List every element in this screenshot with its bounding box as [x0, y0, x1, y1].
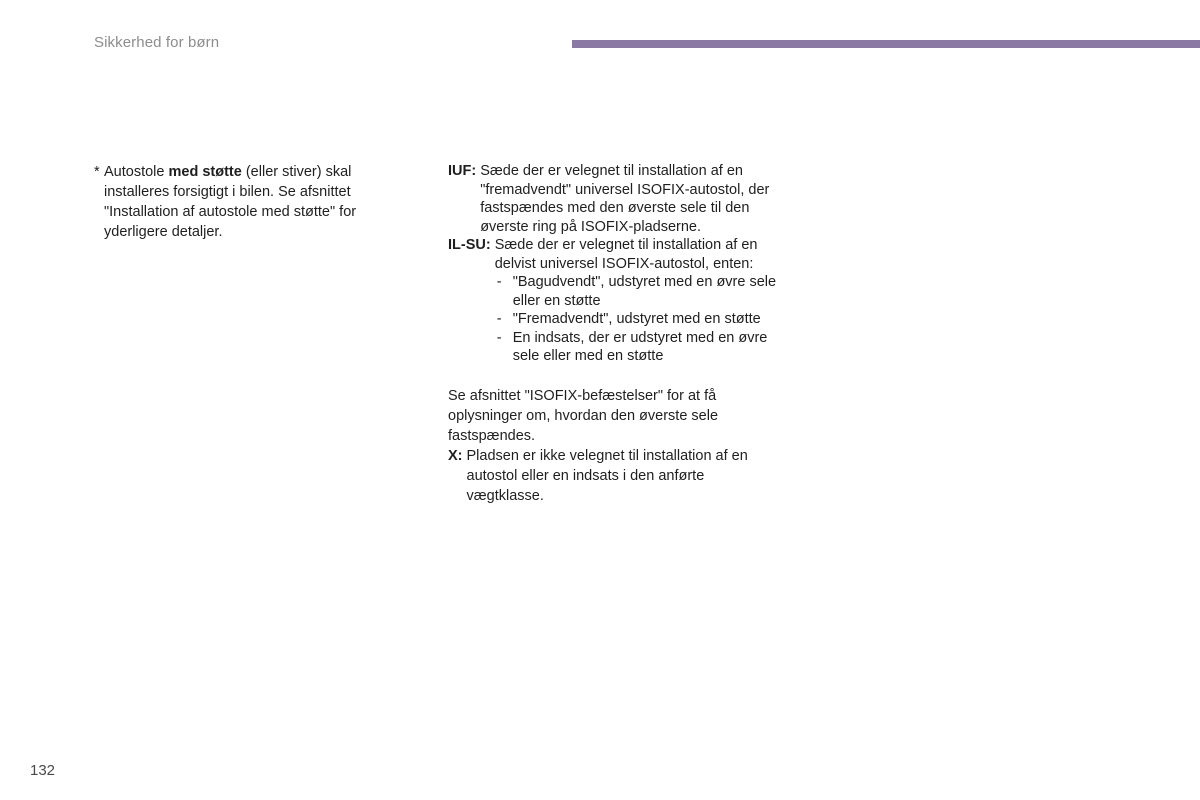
section-title: Sikkerhed for børn: [94, 34, 220, 51]
list-dash: -: [496, 274, 502, 290]
see-also-paragraph: Se afsnittet "ISOFIX-befæstelser" for at få oplysninger om, hvordan den øverste sele fastspændes.: [448, 387, 719, 444]
section-color-bar: [572, 40, 1200, 48]
il-su-options-list: [495, 273, 778, 366]
list-item-text: En indsats, der er udstyret med en øvre sele eller med en støtte: [512, 329, 768, 364]
definition-text-iuf: Sæde der er velegnet til installation af en "fremadvendt" universel ISOFIX-autostol, der fastspændes med den øverste sele til den øverste ring på ISOFIX-pladserne.: [480, 163, 770, 235]
support-note-start: Autostole: [104, 164, 169, 180]
support-note-end: (eller stiver) skal installeres forsigtigt i bilen. Se afsnittet "Installation af autostole med støtte" for yderligere detaljer.: [104, 164, 357, 240]
page-number: 132: [30, 762, 56, 779]
footnote-marker: *: [94, 164, 100, 180]
definition-text-x: Pladsen er ikke velegnet til installation af en autostol eller en indsats i den anførte vægtklasse.: [466, 447, 748, 504]
definition-body-il-su: [495, 236, 778, 366]
list-dash: -: [496, 329, 502, 346]
list-item: [495, 310, 778, 329]
support-note: [94, 162, 394, 242]
definition-iuf: [448, 162, 778, 236]
list-item-text: "Fremadvendt", udstyret med en støtte: [512, 311, 761, 327]
definition-term-il-su: IL-SU:: [448, 237, 491, 253]
list-item: [495, 273, 778, 310]
definition-il-su: [448, 236, 778, 366]
definition-text-il-su: Sæde der er velegnet til installation af en delvist universel ISOFIX-autostol, enten:: [494, 237, 758, 272]
list-dash: -: [496, 311, 502, 327]
left-column: [94, 162, 394, 242]
support-note-bold: med støtte: [168, 164, 242, 180]
list-item: [495, 329, 778, 366]
right-column: [448, 162, 778, 506]
definition-term-x: X:: [448, 447, 463, 464]
definition-x: [448, 446, 778, 506]
list-item-text: "Bagudvendt", udstyret med en øvre sele eller en støtte: [512, 274, 777, 309]
definition-term-iuf: IUF:: [448, 163, 477, 179]
